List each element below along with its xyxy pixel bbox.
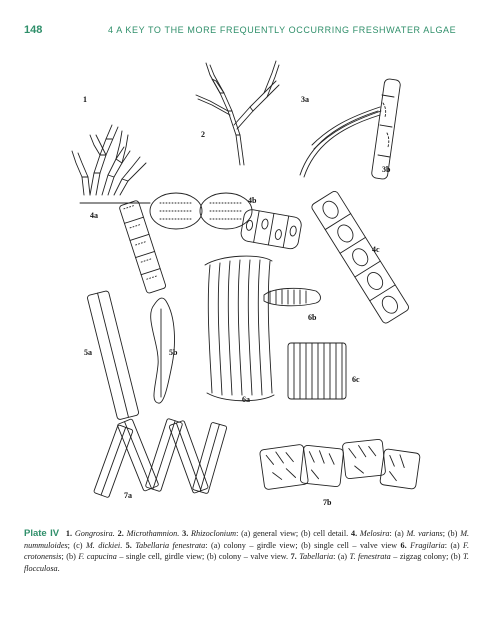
- caption-text-5: : (a) colony – girdle view; (b) single cell – valve view: [205, 540, 398, 550]
- label-4c: 4c: [372, 245, 380, 254]
- label-6c: 6c: [352, 375, 360, 384]
- caption-num-6: 6.: [400, 540, 407, 550]
- fig1-gongrosira: [72, 125, 150, 203]
- caption-species-4c: M. dickiei: [85, 540, 121, 550]
- fig4c-melosira-dickiei: [310, 190, 410, 325]
- plate-tag: Plate IV: [24, 528, 60, 539]
- caption-num-7: 7.: [290, 552, 297, 561]
- caption-species-4a: M. varians: [406, 529, 443, 538]
- caption-num-2: 2.: [117, 529, 124, 538]
- caption-text-4c: ; (c): [67, 540, 83, 550]
- caption-num-4: 4.: [350, 529, 358, 538]
- caption-text-6c: – single cell, girdle view; (b) colony – valve view.: [119, 552, 289, 561]
- fig5a-tabellaria-girdle: [87, 290, 139, 420]
- caption-text-7b: – zigzag colony; (b): [393, 552, 461, 561]
- caption-text-6b: ; (b): [61, 552, 76, 561]
- caption-taxon-2: Microthamnion.: [126, 529, 180, 538]
- plate-caption: [24, 528, 469, 574]
- label-3a: 3a: [301, 95, 309, 104]
- caption-taxon-7: Tabellaria: [299, 552, 334, 561]
- plate-illustration: [60, 55, 440, 515]
- fig6c-fragilaria-colony: [288, 343, 346, 399]
- caption-species-7b: T. flocculosa: [24, 552, 469, 573]
- caption-num-1: 1.: [65, 529, 73, 538]
- label-5a: 5a: [84, 348, 92, 357]
- label-7a: 7a: [124, 491, 132, 500]
- label-2: 2: [201, 130, 205, 139]
- caption-text-6a: : (a): [444, 540, 460, 550]
- caption-text-4d: .: [120, 540, 123, 550]
- label-6a: 6a: [242, 395, 250, 404]
- caption-species-4b: M. nummuloides: [24, 529, 470, 550]
- label-3b: 3b: [382, 165, 391, 174]
- caption-num-3: 3.: [182, 529, 189, 538]
- label-4a: 4a: [90, 211, 98, 220]
- fig6b-fragilaria-capucina: [264, 288, 321, 305]
- label-1: 1: [83, 95, 87, 104]
- caption-num-5: 5.: [125, 540, 132, 550]
- algae-drawings: [60, 55, 440, 515]
- caption-species-6a: F. crotonensis: [24, 540, 470, 561]
- caption-taxon-4: Melosira: [359, 529, 390, 538]
- caption-taxon-1: Gongrosira.: [74, 529, 115, 538]
- caption-taxon-5: Tabellaria fenestrata: [135, 540, 206, 550]
- fig3a-rhizoclonium: [300, 107, 381, 177]
- caption-text-7a: : (a): [333, 552, 347, 561]
- caption-taxon-6: Fragilaria: [410, 540, 445, 550]
- running-head: 4 A KEY TO THE MORE FREQUENTLY OCCURRING FRESHWATER ALGAE: [108, 25, 457, 35]
- page-header: [0, 24, 491, 42]
- caption-text-4a: : (a): [389, 529, 404, 538]
- caption-species-7a: T. fenestrata: [349, 552, 391, 561]
- fig6a-fragilaria-crotonensis: [205, 256, 274, 401]
- label-6b: 6b: [308, 313, 317, 322]
- caption-text-7c: .: [57, 563, 60, 573]
- fig4a-melosira-varians: [119, 200, 166, 294]
- page-number: 148: [24, 24, 43, 36]
- caption-text-4b: ; (b): [442, 529, 458, 538]
- caption-species-6b: F. capucina: [78, 552, 117, 561]
- caption-taxon-3: Rhizoclonium: [191, 529, 237, 538]
- fig7a-tabellaria-zigzag: [94, 418, 228, 498]
- fig7b-tabellaria-flocculosa: [259, 439, 420, 490]
- fig4b-melosira-nummuloides: [150, 193, 302, 250]
- label-4b: 4b: [248, 196, 257, 205]
- label-5b: 5b: [169, 348, 178, 357]
- label-7b: 7b: [323, 498, 332, 507]
- fig2-microthamnion: [196, 61, 279, 165]
- caption-text-3: : (a) general view; (b) cell detail.: [236, 529, 349, 538]
